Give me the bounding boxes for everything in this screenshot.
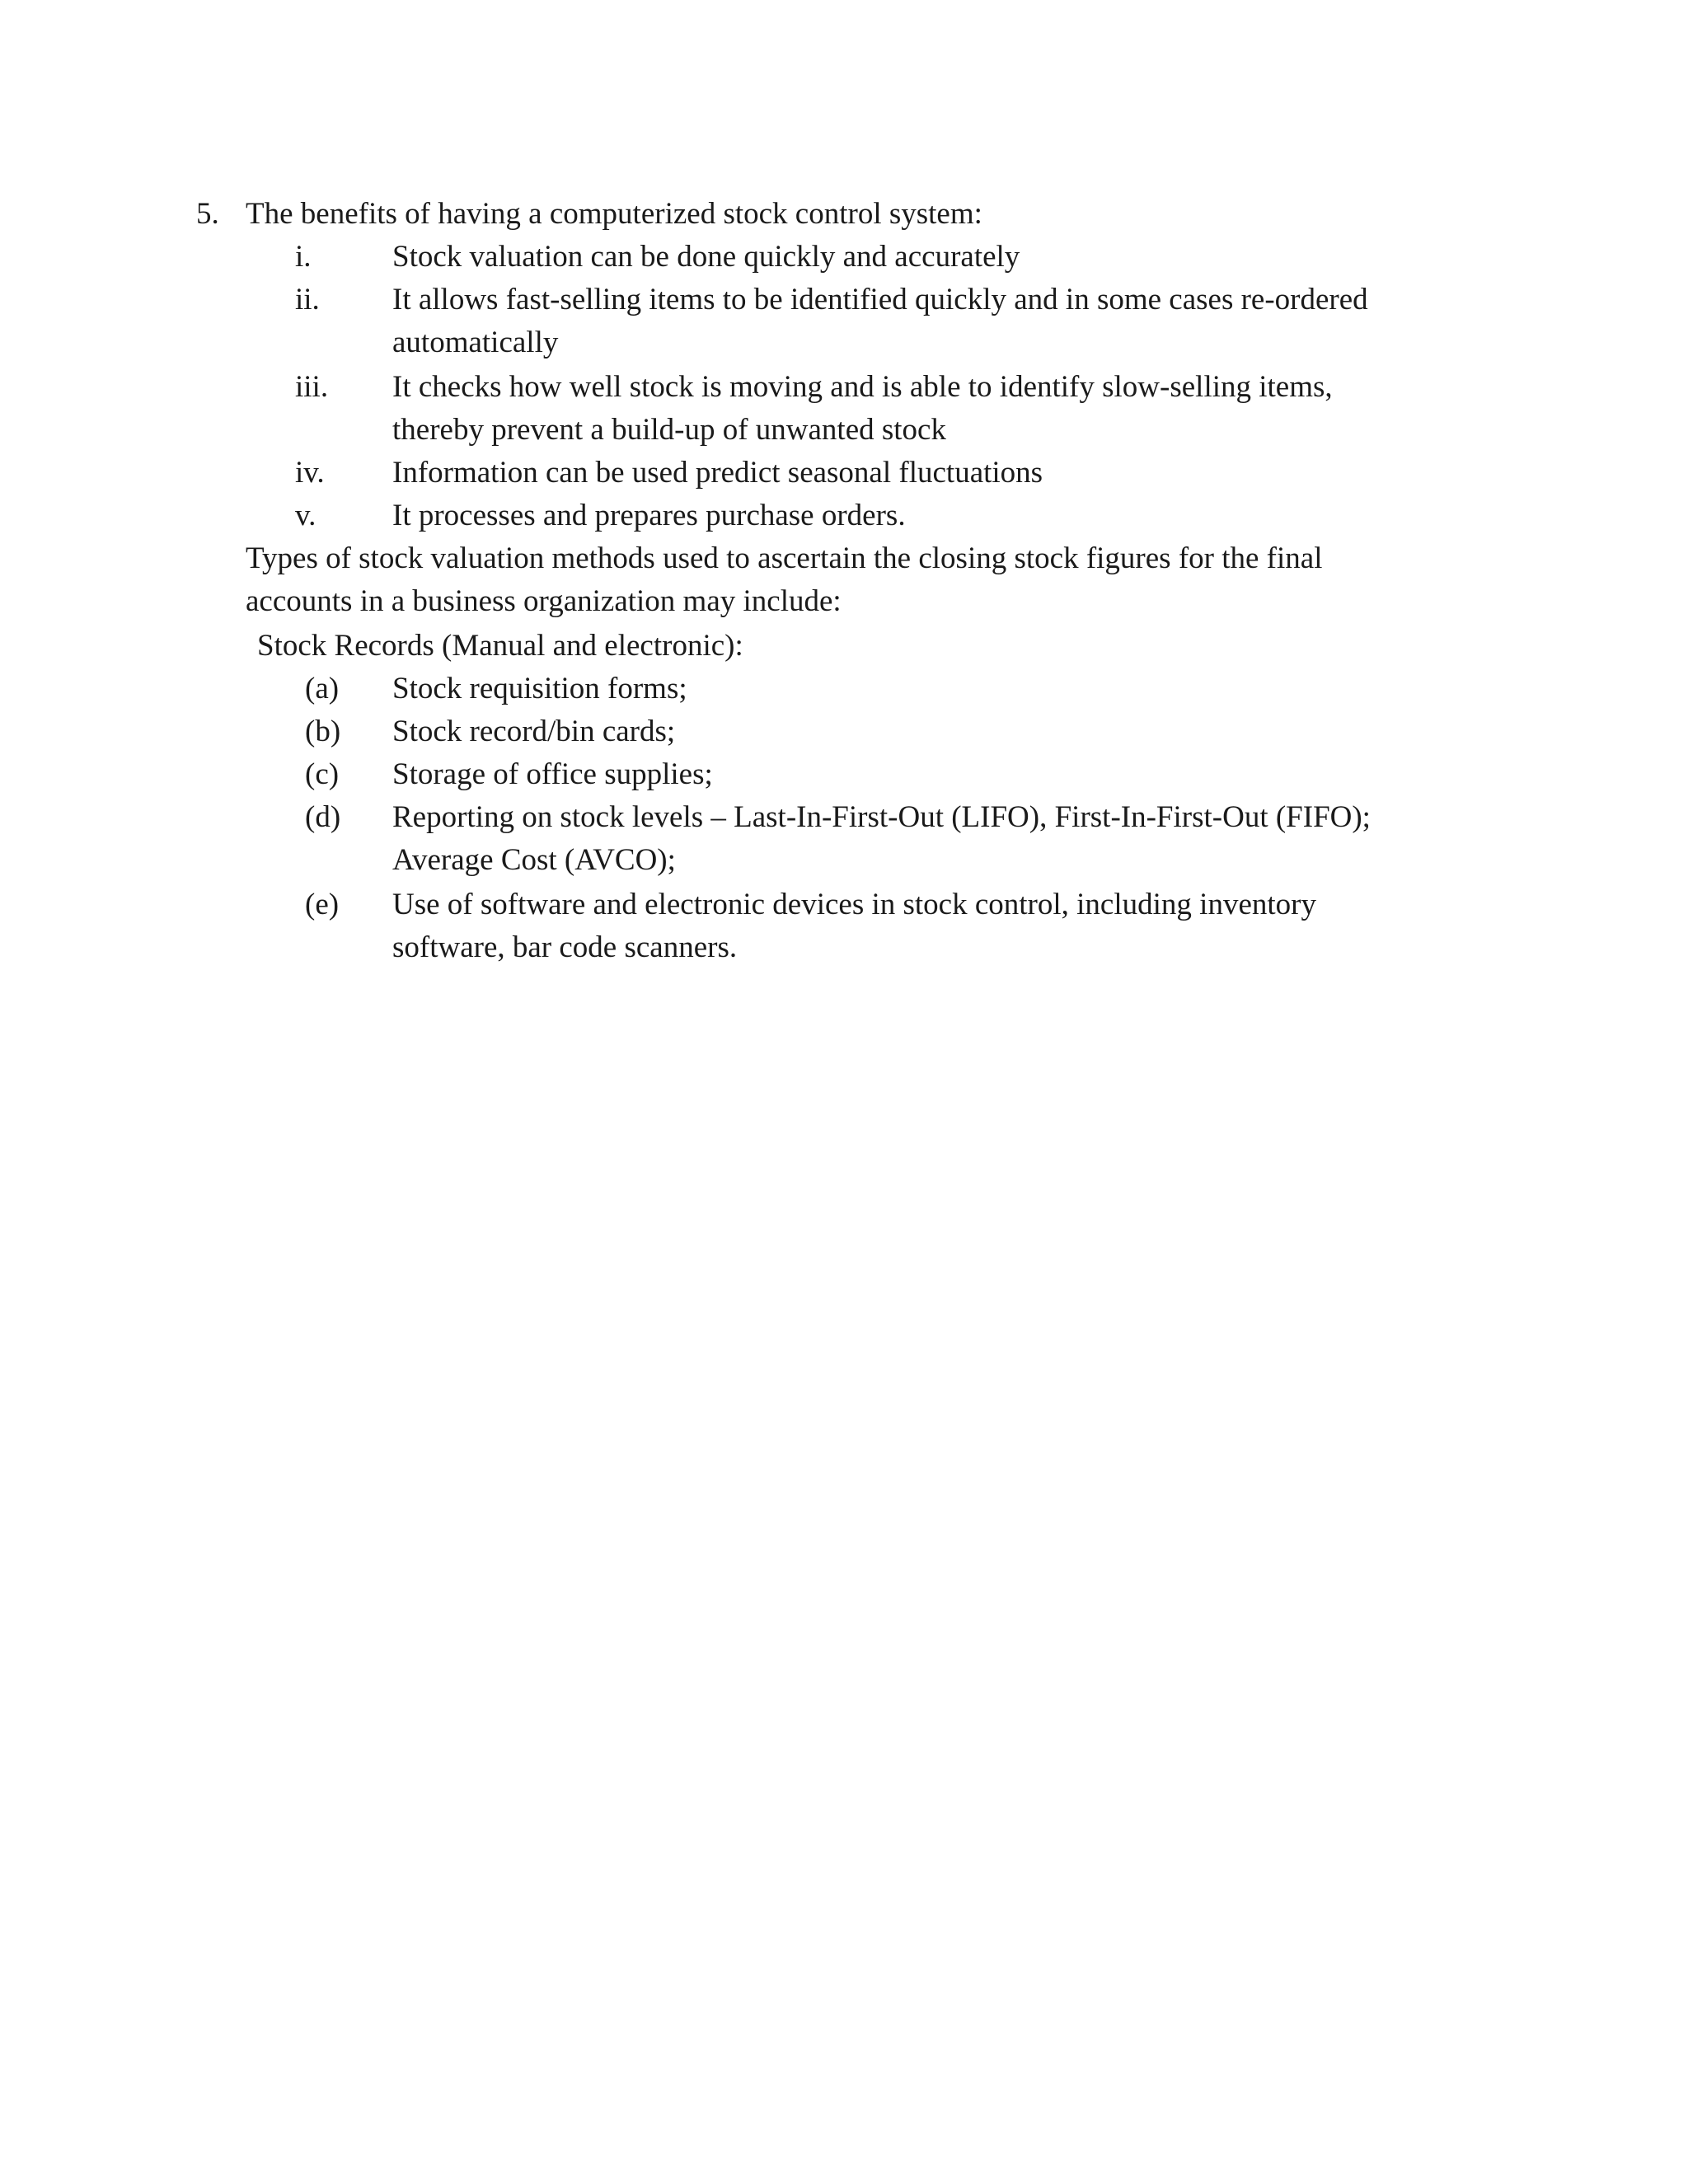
- record-marker: (a): [305, 672, 340, 705]
- record-marker: (c): [305, 757, 340, 791]
- record-marker: (b): [305, 715, 341, 748]
- benefit-marker: iii.: [295, 370, 329, 404]
- benefit-marker: v.: [295, 499, 316, 532]
- benefit-marker: iv.: [295, 456, 325, 490]
- benefit-marker: i.: [295, 240, 312, 274]
- record-marker: (e): [305, 888, 340, 921]
- valuation-intro-line: Types of stock valuation methods used to ascertain the closing stock figures for the final: [246, 541, 1323, 575]
- record-text: Stock requisition forms;: [392, 672, 687, 705]
- benefit-text: It checks how well stock is moving and is able to identify slow-selling items,: [392, 370, 1333, 404]
- section-heading: The benefits of having a computerized stock control system:: [246, 197, 982, 231]
- benefit-text: Stock valuation can be done quickly and accurately: [392, 240, 1020, 274]
- record-marker: (d): [305, 800, 341, 834]
- benefit-text-continued: thereby prevent a build-up of unwanted stock: [392, 413, 946, 447]
- record-text-continued: software, bar code scanners.: [392, 930, 738, 964]
- section-number: 5.: [196, 197, 219, 231]
- benefit-marker: ii.: [295, 283, 320, 316]
- record-text: Use of software and electronic devices in stock control, including inventory: [392, 888, 1316, 921]
- record-text: Stock record/bin cards;: [392, 715, 676, 748]
- valuation-intro-line: accounts in a business organization may include:: [246, 584, 842, 618]
- record-text: Reporting on stock levels – Last-In-First-Out (LIFO), First-In-First-Out (FIFO);: [392, 800, 1371, 834]
- benefit-text: It processes and prepares purchase orders.: [392, 499, 906, 532]
- benefit-text-continued: automatically: [392, 326, 559, 359]
- records-heading: Stock Records (Manual and electronic):: [257, 629, 743, 663]
- record-text: Storage of office supplies;: [392, 757, 713, 791]
- record-text-continued: Average Cost (AVCO);: [392, 843, 676, 877]
- benefit-text: Information can be used predict seasonal fluctuations: [392, 456, 1043, 490]
- benefit-text: It allows fast-selling items to be identified quickly and in some cases re-ordered: [392, 283, 1368, 316]
